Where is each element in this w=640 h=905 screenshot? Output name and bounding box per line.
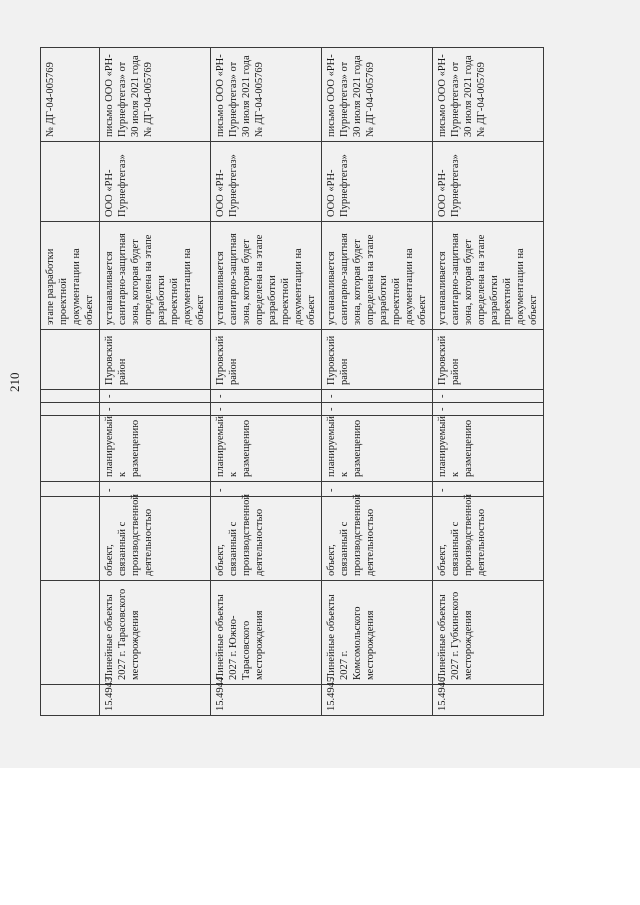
object-type: объект, связанный с производственной деятельностью <box>322 497 433 581</box>
cell-c7: - <box>100 390 211 403</box>
row-number: 15.4946 <box>433 685 544 716</box>
object-status: планируемый к размещению <box>100 416 211 482</box>
cell-c7: - <box>211 390 322 403</box>
cell-c4: - <box>100 482 211 497</box>
organization: ООО «РН-Пурнефтегаз» <box>211 142 322 222</box>
table-row <box>322 48 433 716</box>
table-row <box>211 48 322 716</box>
continuation-row <box>41 48 100 716</box>
object-status: планируемый к размещению <box>322 416 433 482</box>
cell-c6: - <box>433 403 544 416</box>
cell-type <box>41 497 100 581</box>
object-type: объект, связанный с производственной деятельностью <box>211 497 322 581</box>
cell-c6 <box>41 403 100 416</box>
object-name: Линейные объекты 2027 г. Комсомольского месторождения <box>322 581 433 685</box>
object-status: планируемый к размещению <box>433 416 544 482</box>
object-type: объект, связанный с производственной деятельностью <box>433 497 544 581</box>
cell-org <box>41 142 100 222</box>
object-name: Линейные объекты 2027 г. Губкинского месторождения <box>433 581 544 685</box>
district: Пуровский район <box>433 330 544 390</box>
object-status: планируемый к размещению <box>211 416 322 482</box>
cell-c6: - <box>211 403 322 416</box>
cell-doc: № ДГ-04-005769 <box>41 48 100 142</box>
cell-c6: - <box>322 403 433 416</box>
cell-zone: этапе разработки проектной документации на объект <box>41 222 100 330</box>
cell-c4: - <box>322 482 433 497</box>
organization: ООО «РН-Пурнефтегаз» <box>433 142 544 222</box>
cell-c7: - <box>433 390 544 403</box>
cell-status <box>41 416 100 482</box>
protection-zone: устанавливается санитарно-защитная зона, которая будет определена на этапе разработки проектной документации на объект <box>100 222 211 330</box>
source-document: письмо ООО «РН-Пурнефтегаз» от 30 июля 2021 года № ДГ-04-005769 <box>433 48 544 142</box>
protection-zone: устанавливается санитарно-защитная зона, которая будет определена на этапе разработки проектной документации на объект <box>433 222 544 330</box>
table-row <box>433 48 544 716</box>
cell-name <box>41 581 100 685</box>
protection-zone: устанавливается санитарно-защитная зона, которая будет определена на этапе разработки проектной документации на объект <box>322 222 433 330</box>
protection-zone: устанавливается санитарно-защитная зона, которая будет определена на этапе разработки проектной документации на объект <box>211 222 322 330</box>
source-document: письмо ООО «РН-Пурнефтегаз» от 30 июля 2021 года № ДГ-04-005769 <box>100 48 211 142</box>
object-type: объект, связанный с производственной деятельностью <box>100 497 211 581</box>
object-name: Линейные объекты 2027 г. Южно-Тарасовского месторождения <box>211 581 322 685</box>
cell-district <box>41 330 100 390</box>
page-number: 210 <box>7 372 22 392</box>
district: Пуровский район <box>211 330 322 390</box>
row-number: 15.4943 <box>100 685 211 716</box>
row-number: 15.4944 <box>211 685 322 716</box>
cell-c6: - <box>100 403 211 416</box>
district: Пуровский район <box>322 330 433 390</box>
organization: ООО «РН-Пурнефтегаз» <box>322 142 433 222</box>
table-row <box>100 48 211 716</box>
cell-num <box>41 685 100 716</box>
source-document: письмо ООО «РН-Пурнефтегаз» от 30 июля 2021 года № ДГ-04-005769 <box>322 48 433 142</box>
cell-c7: - <box>322 390 433 403</box>
objects-table <box>40 47 544 716</box>
object-name: Линейные объекты 2027 г. Тарасовского месторождения <box>100 581 211 685</box>
cell-c4: - <box>433 482 544 497</box>
cell-c7 <box>41 390 100 403</box>
organization: ООО «РН-Пурнефтегаз» <box>100 142 211 222</box>
row-number: 15.4945 <box>322 685 433 716</box>
source-document: письмо ООО «РН-Пурнефтегаз» от 30 июля 2021 года № ДГ-04-005769 <box>211 48 322 142</box>
cell-c4: - <box>211 482 322 497</box>
cell-c4 <box>41 482 100 497</box>
district: Пуровский район <box>100 330 211 390</box>
